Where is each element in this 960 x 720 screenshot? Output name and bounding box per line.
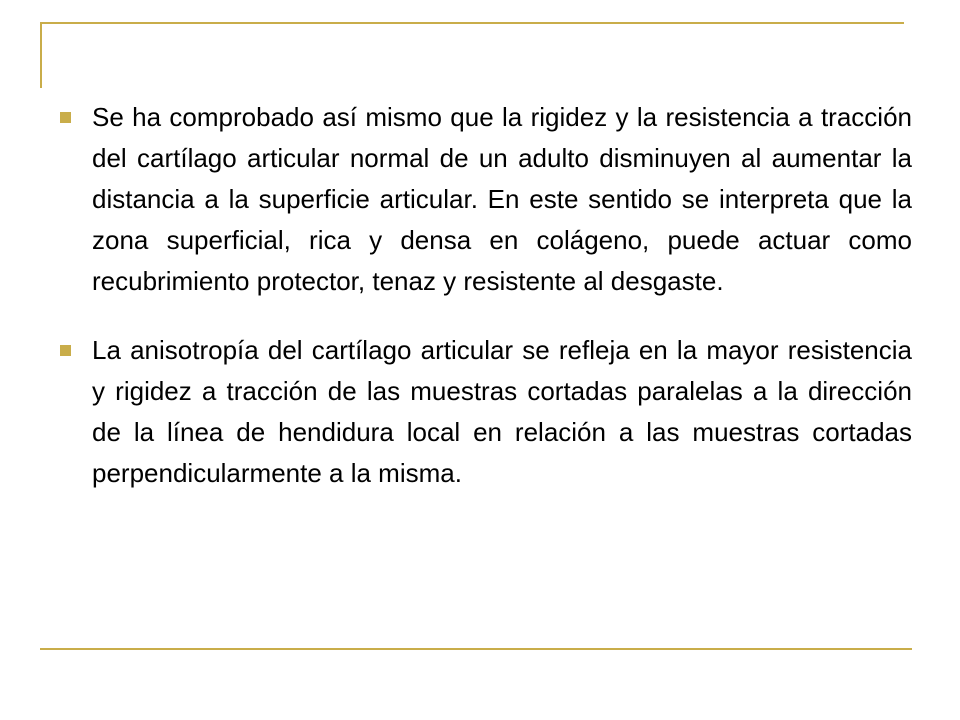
bullet-item-anisotropy [60, 330, 912, 494]
bullet-item-stiffness [60, 97, 912, 302]
left-accent-line [40, 22, 42, 88]
bottom-divider-line [40, 648, 912, 650]
square-bullet-icon [60, 112, 71, 123]
top-divider-line [40, 22, 904, 24]
square-bullet-icon [60, 345, 71, 356]
bullet-list [60, 97, 912, 522]
bullet-text: Se ha comprobado así mismo que la rigidez y la resistencia a tracción del cartílago articular normal de un adulto disminuyen al aumentar la distancia a la superficie articular. En este sentido se interpreta que la zona superficial, rica y densa en colágeno, puede actuar como recubrimiento protector, tenaz y resistente al desgaste. [92, 102, 912, 296]
bullet-text: La anisotropía del cartílago articular se refleja en la mayor resistencia y rigidez a tracción de las muestras cortadas paralelas a la dirección de la línea de hendidura local en relación a las muestras cortadas perpendicularmente a la misma. [92, 335, 912, 488]
